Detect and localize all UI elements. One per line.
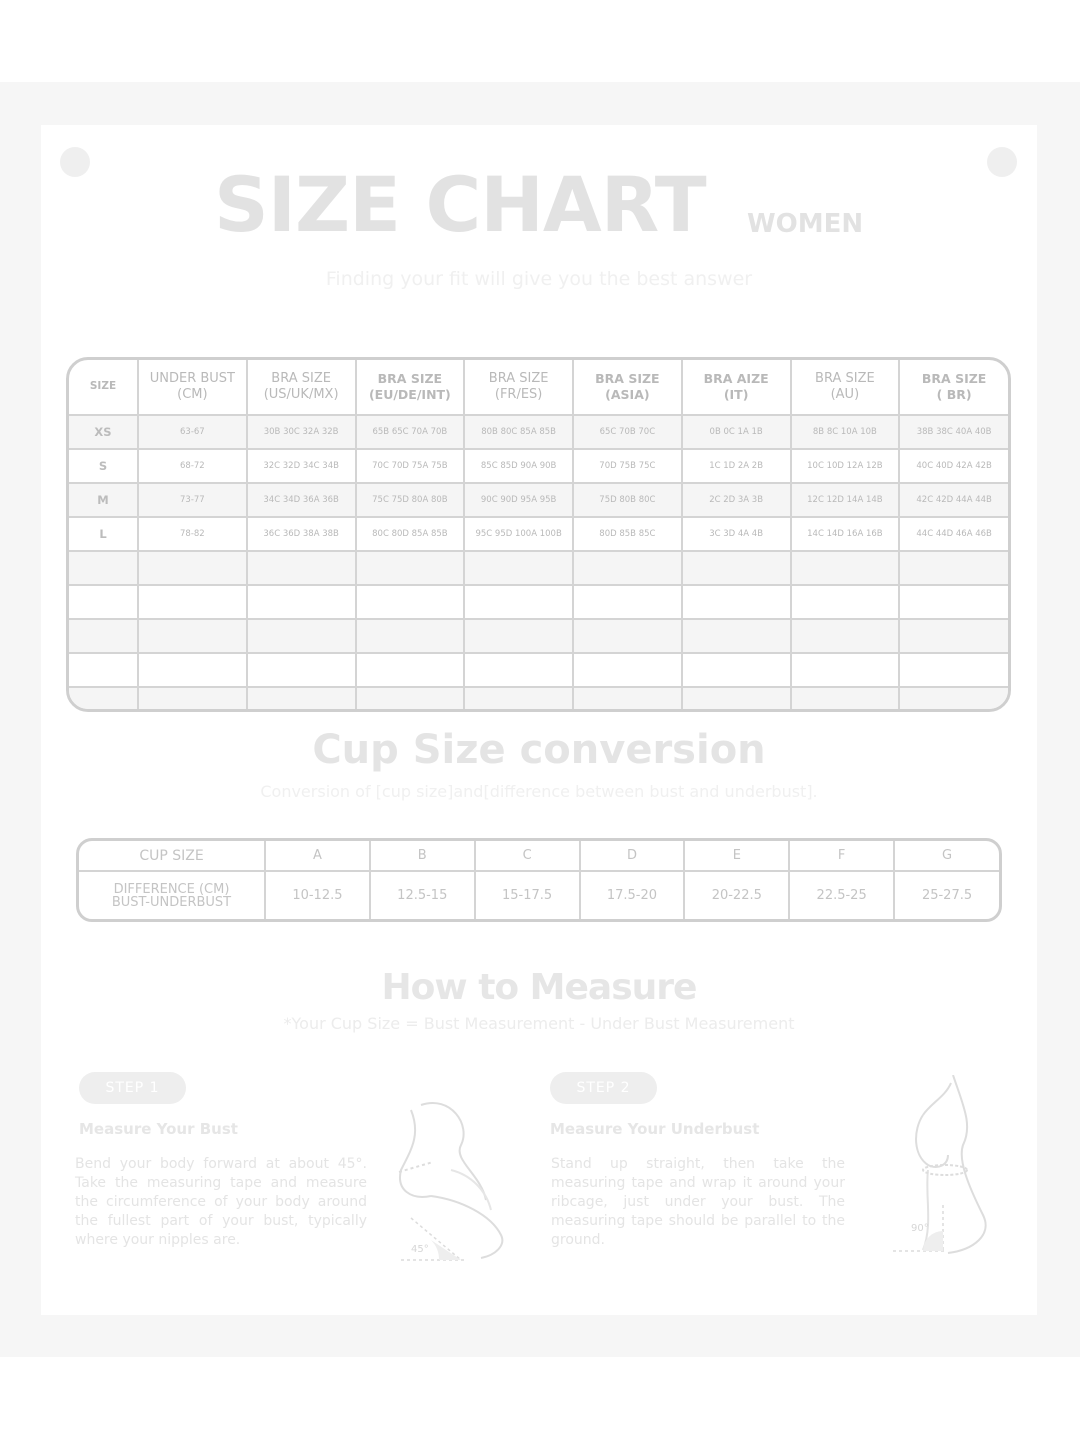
table-cell: 90C 90D 95A 95B: [464, 483, 573, 517]
table-cell: 75C 75D 80A 80B: [356, 483, 465, 517]
table-cell: 8B 8C 10A 10B: [791, 415, 900, 449]
step1-pill: STEP 1: [79, 1072, 186, 1104]
table-cell: 36C 36D 38A 38B: [247, 517, 356, 551]
header-us-uk-mx: BRA SIZE (US/UK/MX): [247, 360, 356, 415]
table-cell: 30B 30C 32A 32B: [247, 415, 356, 449]
cup-letter: C: [475, 841, 580, 871]
page-title: SIZE CHART: [214, 160, 706, 249]
table-cell: 73-77: [138, 483, 247, 517]
size-label: M: [69, 483, 138, 517]
size-label: L: [69, 517, 138, 551]
table-row: [69, 517, 1008, 551]
cup-letter: E: [684, 841, 789, 871]
table-cell: 34C 34D 36A 36B: [247, 483, 356, 517]
table-cell: 12C 12D 14A 14B: [791, 483, 900, 517]
tagline: Finding your fit will give you the best answer: [325, 268, 753, 290]
empty-table-row: [69, 619, 1008, 653]
size-chart-card: [41, 125, 1037, 1315]
empty-table-row: [69, 551, 1008, 585]
difference-value: 20-22.5: [684, 871, 789, 919]
table-cell: 1C 1D 2A 2B: [682, 449, 791, 483]
table-cell: 65C 70B 70C: [573, 415, 682, 449]
size-table: [66, 357, 1011, 712]
step2-text: Stand up straight, then take the measuring tape and wrap it around your ribcage, just under your bust. The measuring tape should be parallel to the ground.: [551, 1156, 845, 1248]
size-table-header-row: [69, 360, 1008, 415]
difference-row: [79, 871, 999, 919]
cup-letter: D: [580, 841, 685, 871]
table-cell: 78-82: [138, 517, 247, 551]
table-cell: 95C 95D 100A 100B: [464, 517, 573, 551]
header-under-bust: UNDER BUST (CM): [138, 360, 247, 415]
cup-letter: F: [789, 841, 894, 871]
difference-value: 12.5-15: [370, 871, 475, 919]
cup-letter: G: [894, 841, 999, 871]
table-cell: 65B 65C 70A 70B: [356, 415, 465, 449]
table-row: [69, 449, 1008, 483]
table-cell: 3C 3D 4A 4B: [682, 517, 791, 551]
table-row: [69, 415, 1008, 449]
step2-heading: Measure Your Underbust: [550, 1120, 760, 1138]
table-cell: 85C 85D 90A 90B: [464, 449, 573, 483]
bust-measure-illustration-icon: [391, 1100, 541, 1265]
header-au: BRA SIZE (AU): [791, 360, 900, 415]
step1-text: Bend your body forward at about 45°. Take the measuring tape and measure the circumference of your body around the fullest part of your bust, typically where your nipples are.: [75, 1156, 367, 1248]
difference-value: 10-12.5: [265, 871, 370, 919]
how-to-measure-title: How to Measure: [381, 967, 697, 1008]
table-cell: 80C 80D 85A 85B: [356, 517, 465, 551]
difference-value: 22.5-25: [789, 871, 894, 919]
step1-heading: Measure Your Bust: [79, 1120, 238, 1138]
empty-table-row: [69, 653, 1008, 687]
table-cell: 10C 10D 12A 12B: [791, 449, 900, 483]
punch-hole-left: [60, 147, 90, 177]
cup-size-label: CUP SIZE: [79, 841, 265, 871]
table-cell: 80B 80C 85A 85B: [464, 415, 573, 449]
empty-table-row: [69, 585, 1008, 619]
header-asia: BRA SIZE (ASIA): [573, 360, 682, 415]
table-cell: 42C 42D 44A 44B: [899, 483, 1008, 517]
category-label: WOMEN: [747, 209, 864, 239]
size-label: S: [69, 449, 138, 483]
step1-angle-label: 45°: [411, 1244, 429, 1255]
step2-angle-label: 90°: [911, 1223, 929, 1234]
header-it: BRA AIZE (IT): [682, 360, 791, 415]
difference-value: 25-27.5: [894, 871, 999, 919]
cup-size-row: [79, 841, 999, 871]
table-cell: 38B 38C 40A 40B: [899, 415, 1008, 449]
table-cell: 70D 75B 75C: [573, 449, 682, 483]
table-cell: 75D 80B 80C: [573, 483, 682, 517]
header-eu-de-int: BRA SIZE (EU/DE/INT): [356, 360, 465, 415]
table-cell: 0B 0C 1A 1B: [682, 415, 791, 449]
cup-letter: B: [370, 841, 475, 871]
punch-hole-right: [987, 147, 1017, 177]
cup-letter: A: [265, 841, 370, 871]
table-cell: 68-72: [138, 449, 247, 483]
difference-value: 17.5-20: [580, 871, 685, 919]
difference-label: DIFFERENCE (CM) BUST-UNDERBUST: [79, 871, 265, 919]
table-cell: 80D 85B 85C: [573, 517, 682, 551]
table-cell: 32C 32D 34C 34B: [247, 449, 356, 483]
table-cell: 14C 14D 16A 16B: [791, 517, 900, 551]
table-cell: 40C 40D 42A 42B: [899, 449, 1008, 483]
table-cell: 63-67: [138, 415, 247, 449]
how-to-measure-formula: *Your Cup Size = Bust Measurement - Under Bust Measurement: [283, 1014, 795, 1033]
header-size: SIZE: [69, 360, 138, 415]
step2-pill: STEP 2: [550, 1072, 657, 1104]
header-fr-es: BRA SIZE (FR/ES): [464, 360, 573, 415]
empty-table-row: [69, 687, 1008, 712]
cup-size-table: [76, 838, 1002, 922]
difference-value: 15-17.5: [475, 871, 580, 919]
header-br: BRA SIZE ( BR): [899, 360, 1008, 415]
size-label: XS: [69, 415, 138, 449]
underbust-measure-illustration-icon: [853, 1075, 1003, 1265]
cup-conversion-subtitle: Conversion of [cup size]and[difference between bust and underbust].: [260, 782, 818, 801]
table-row: [69, 483, 1008, 517]
table-cell: 2C 2D 3A 3B: [682, 483, 791, 517]
cup-conversion-title: Cup Size conversion: [312, 727, 766, 773]
table-cell: 44C 44D 46A 46B: [899, 517, 1008, 551]
table-cell: 70C 70D 75A 75B: [356, 449, 465, 483]
